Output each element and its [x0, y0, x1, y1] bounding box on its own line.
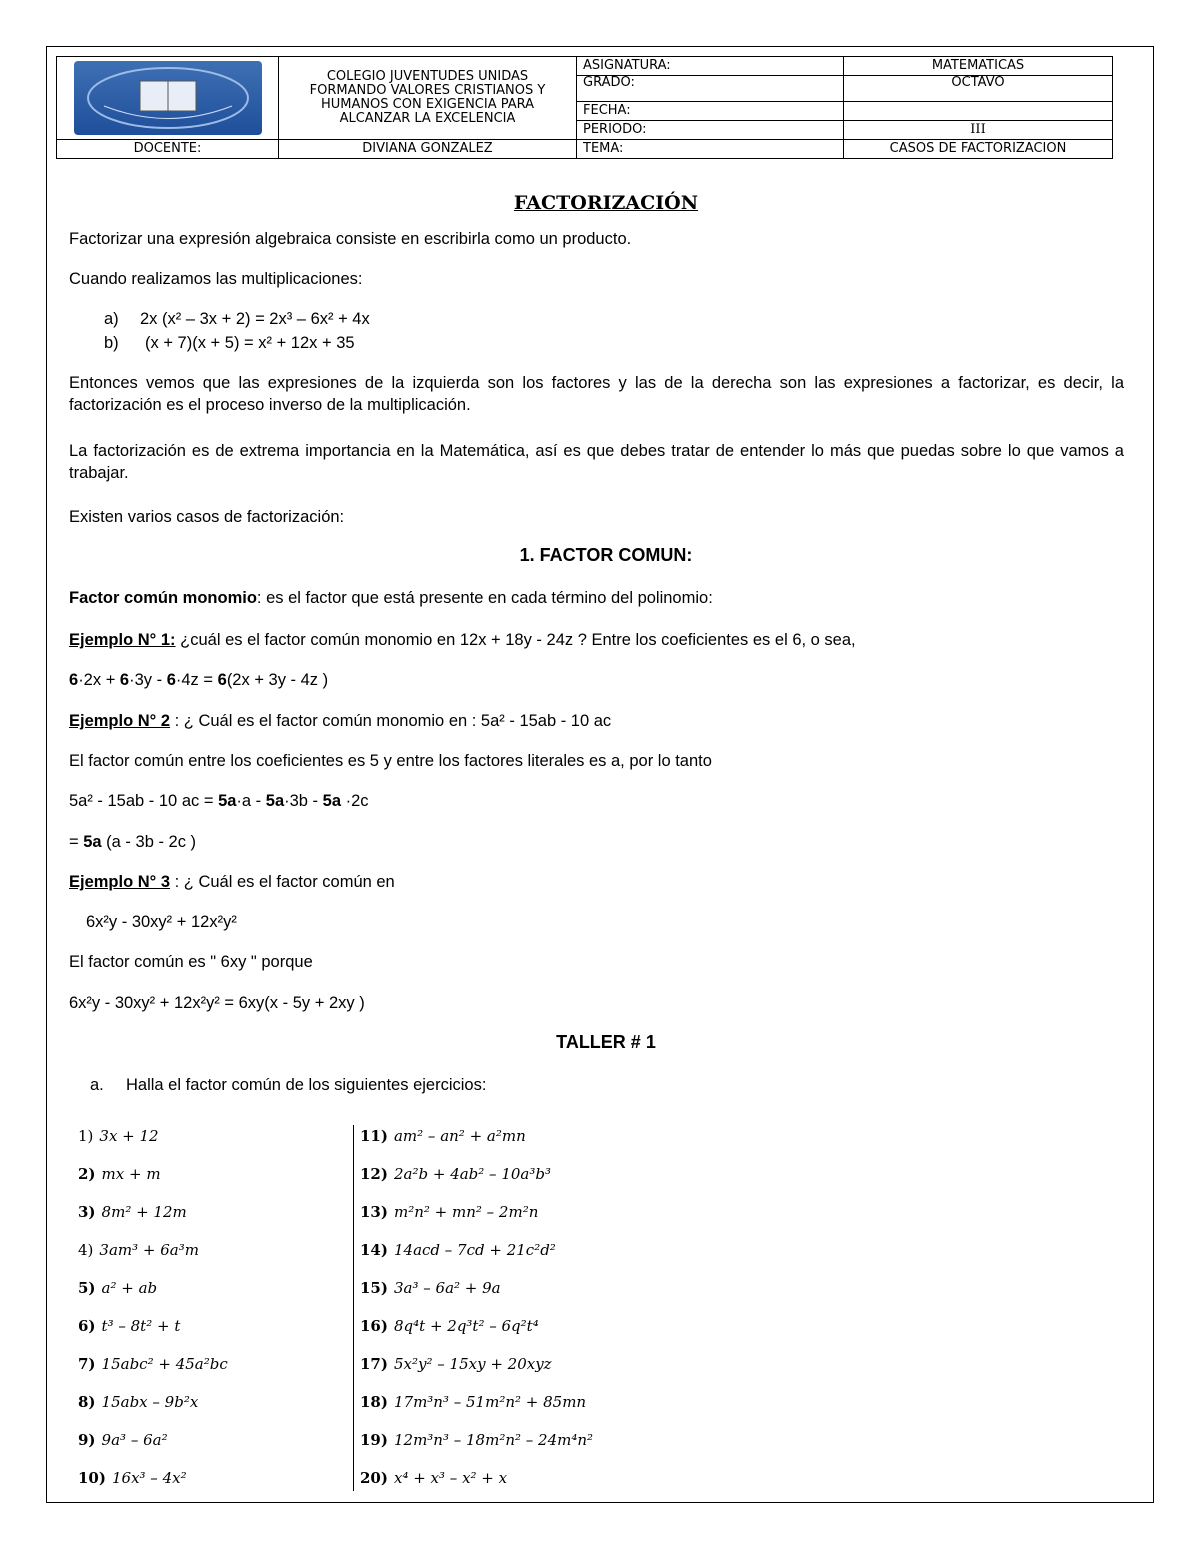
- exercise-number: 15): [360, 1279, 388, 1297]
- exercise-item: [360, 1355, 552, 1373]
- exercise-item: [78, 1393, 198, 1411]
- intro-text: Factorizar una expresión algebraica consiste en escribirla como un producto.: [69, 230, 632, 248]
- exercise-number: 18): [360, 1393, 388, 1411]
- mult-b: (x + 7)(x + 5) = x² + 12x + 35: [145, 334, 355, 352]
- example-3-label: Ejemplo N° 3: [69, 873, 171, 891]
- exercise-item: [360, 1203, 538, 1221]
- frame-top: [46, 46, 1154, 47]
- frame-left: [46, 46, 47, 1503]
- example-2-line: [69, 710, 611, 732]
- exercise-expression: 8m² + 12m: [101, 1203, 187, 1221]
- taller-a-label: a.: [90, 1076, 104, 1094]
- sol-part: ·2x +: [78, 671, 120, 689]
- sol-factor: 5a: [218, 792, 237, 810]
- exercise-number: 10): [78, 1469, 106, 1487]
- grado-value: OCTAVO: [844, 76, 1113, 101]
- exercise-item: [78, 1317, 180, 1335]
- definition-text: : es el factor que está presente en cada término del polinomio:: [256, 589, 713, 607]
- sol-factor: 5a: [322, 792, 341, 810]
- mult-a-label: a): [104, 310, 119, 328]
- example-3-explanation: El factor común es " 6xy " porque: [69, 953, 313, 971]
- example-3-line: [69, 871, 395, 893]
- sol-part: ·3y -: [129, 671, 167, 689]
- example-2-label: Ejemplo N° 2: [69, 712, 171, 730]
- sol-part: ·3b -: [284, 792, 323, 810]
- sol-factor: 5a: [265, 792, 285, 810]
- exercise-number: 6): [78, 1317, 96, 1335]
- example-1-solution: [69, 669, 328, 691]
- exercise-item: [360, 1165, 551, 1183]
- asignatura-label: ASIGNATURA:: [577, 57, 844, 76]
- exercise-expression: 3x + 12: [99, 1127, 159, 1145]
- exercise-expression: m²n² + mn² – 2m²n: [393, 1203, 539, 1221]
- docente-label: DOCENTE:: [57, 140, 279, 159]
- exercise-item: [360, 1241, 556, 1259]
- school-line-4: ALCANZAR LA EXCELENCIA: [339, 111, 516, 126]
- doc-title-wrap: [56, 192, 1156, 214]
- school-line-1: COLEGIO JUVENTUDES UNIDAS: [326, 69, 529, 84]
- doc-title: FACTORIZACIÓN: [513, 192, 699, 214]
- para-3: Existen varios casos de factorización:: [69, 508, 345, 526]
- definition-term: Factor común monomio: [69, 589, 257, 607]
- tema-value: CASOS DE FACTORIZACION: [844, 140, 1113, 159]
- example-1-label: Ejemplo N° 1:: [69, 631, 176, 649]
- example-3-expression: 6x²y - 30xy² + 12x²y²: [86, 913, 237, 931]
- fecha-label: FECHA:: [577, 101, 844, 120]
- exercise-expression: 14acd – 7cd + 21c²d²: [393, 1241, 556, 1259]
- header-table: [56, 56, 1113, 159]
- exercise-item: [360, 1127, 526, 1145]
- exercise-number: 9): [78, 1431, 96, 1449]
- school-name-cell: [279, 57, 577, 140]
- exercise-expression: 16x³ – 4x²: [111, 1469, 187, 1487]
- asignatura-value: MATEMATICAS: [844, 57, 1113, 76]
- mult-intro: Cuando realizamos las multiplicaciones:: [69, 270, 363, 288]
- mult-b-label: b): [104, 334, 119, 352]
- exercise-item: [78, 1241, 199, 1259]
- exercise-item: [78, 1355, 228, 1373]
- tema-label: TEMA:: [577, 140, 844, 159]
- school-line-2: FORMANDO VALORES CRISTIANOS Y: [309, 83, 546, 98]
- example-1-line: [69, 629, 856, 651]
- sol-factor: 6: [217, 671, 227, 689]
- exercise-expression: 15abc² + 45a²bc: [101, 1355, 228, 1373]
- fecha-value: [844, 101, 1113, 120]
- exercise-number: 11): [360, 1127, 388, 1145]
- example-2-solution-2: [69, 831, 196, 853]
- exercise-item: [78, 1431, 168, 1449]
- sol-part: (2x + 3y - 4z ): [226, 671, 329, 689]
- exercise-expression: a² + ab: [101, 1279, 158, 1297]
- exercise-item: [360, 1317, 539, 1335]
- exercise-number: 17): [360, 1355, 388, 1373]
- exercise-number: 16): [360, 1317, 388, 1335]
- exercise-number: 19): [360, 1431, 388, 1449]
- exercise-item: [360, 1469, 507, 1487]
- exercise-item: [78, 1203, 187, 1221]
- mult-a: 2x (x² – 3x + 2) = 2x³ – 6x² + 4x: [140, 310, 370, 328]
- exercise-number: 3): [78, 1203, 96, 1221]
- exercise-number: 2): [78, 1165, 96, 1183]
- sol-part: 5a² - 15ab - 10 ac =: [69, 792, 219, 810]
- exercise-item: [78, 1165, 161, 1183]
- exercise-number: 4): [78, 1241, 94, 1259]
- exercise-expression: 8q⁴t + 2q³t² – 6q²t⁴: [393, 1317, 539, 1335]
- sol-factor: 6: [166, 671, 176, 689]
- exercise-item: [78, 1127, 159, 1145]
- exercise-number: 5): [78, 1279, 96, 1297]
- logo-cell: [57, 57, 279, 140]
- periodo-label: PERIODO:: [577, 120, 844, 139]
- exercise-item: [360, 1431, 593, 1449]
- sol-part: =: [69, 833, 84, 851]
- docente-value: DIVIANA GONZALEZ: [279, 140, 577, 159]
- exercise-number: 8): [78, 1393, 96, 1411]
- exercise-expression: 15abx – 9b²x: [101, 1393, 199, 1411]
- sol-part: ·2c: [341, 792, 369, 810]
- sol-factor: 6: [119, 671, 130, 689]
- exercise-expression: mx + m: [101, 1165, 161, 1183]
- exercise-number: 7): [78, 1355, 96, 1373]
- exercise-number: 13): [360, 1203, 388, 1221]
- frame-right: [1153, 46, 1154, 1503]
- definition-line: [69, 587, 713, 609]
- school-logo: [74, 61, 262, 135]
- exercise-number: 1): [78, 1127, 94, 1145]
- exercise-number: 20): [360, 1469, 388, 1487]
- exercise-column-separator: [353, 1125, 354, 1491]
- school-line-3: HUMANOS CON EXIGENCIA PARA: [320, 97, 535, 112]
- taller-title: TALLER # 1: [556, 1032, 656, 1052]
- exercise-expression: 2a²b + 4ab² – 10a³b³: [393, 1165, 551, 1183]
- example-2-solution-1: [69, 790, 369, 812]
- exercise-expression: 17m³n³ – 51m²n² + 85mn: [393, 1393, 587, 1411]
- sol-part: (a - 3b - 2c ): [101, 833, 197, 851]
- sol-factor: 6: [69, 671, 79, 689]
- exercise-expression: 3am³ + 6a³m: [99, 1241, 199, 1259]
- periodo-value: III: [844, 120, 1113, 139]
- taller-a-text: Halla el factor común de los siguientes ejercicios:: [126, 1076, 487, 1094]
- exercise-item: [78, 1469, 187, 1487]
- exercise-expression: 12m³n³ – 18m²n² – 24m⁴n²: [393, 1431, 594, 1449]
- sol-factor: 5a: [83, 833, 102, 851]
- exercise-expression: x⁴ + x³ – x² + x: [393, 1469, 508, 1487]
- sol-part: ·a -: [236, 792, 266, 810]
- example-2-explanation: El factor común entre los coeficientes es 5 y entre los factores literales es a, por lo tanto: [69, 752, 712, 770]
- exercise-expression: 9a³ – 6a²: [101, 1431, 168, 1449]
- exercise-number: 14): [360, 1241, 388, 1259]
- exercise-expression: 5x²y² – 15xy + 20xyz: [393, 1355, 552, 1373]
- exercise-expression: 3a³ – 6a² + 9a: [393, 1279, 501, 1297]
- example-2-text: : ¿ Cuál es el factor común monomio en : 5a² - 15ab - 10 ac: [170, 712, 612, 730]
- exercise-expression: t³ – 8t² + t: [101, 1317, 181, 1335]
- grado-label: GRADO:: [577, 76, 844, 101]
- sol-part: ·4z =: [175, 671, 218, 689]
- frame-bottom: [46, 1502, 1154, 1503]
- para-1: Entonces vemos que las expresiones de la izquierda son los factores y las de la derecha son las expresiones a factorizar, es decir, la factorización es el proceso inverso de la multiplicación.: [69, 374, 1124, 414]
- exercise-expression: am² – an² + a²mn: [393, 1127, 526, 1145]
- exercise-item: [78, 1279, 157, 1297]
- section-factor-comun: 1. FACTOR COMUN:: [519, 545, 693, 565]
- para-2: La factorización es de extrema importancia en la Matemática, así es que debes tratar de entender lo más que puedas sobre lo que vamos a trabajar.: [69, 442, 1124, 482]
- exercise-number: 12): [360, 1165, 388, 1183]
- example-1-text: ¿cuál es el factor común monomio en 12x + 18y - 24z ? Entre los coeficientes es el 6, o sea,: [175, 631, 856, 649]
- example-3-text: : ¿ Cuál es el factor común en: [170, 873, 395, 891]
- exercise-item: [360, 1393, 586, 1411]
- exercise-item: [360, 1279, 501, 1297]
- example-3-solution: 6x²y - 30xy² + 12x²y² = 6xy(x - 5y + 2xy ): [69, 994, 365, 1012]
